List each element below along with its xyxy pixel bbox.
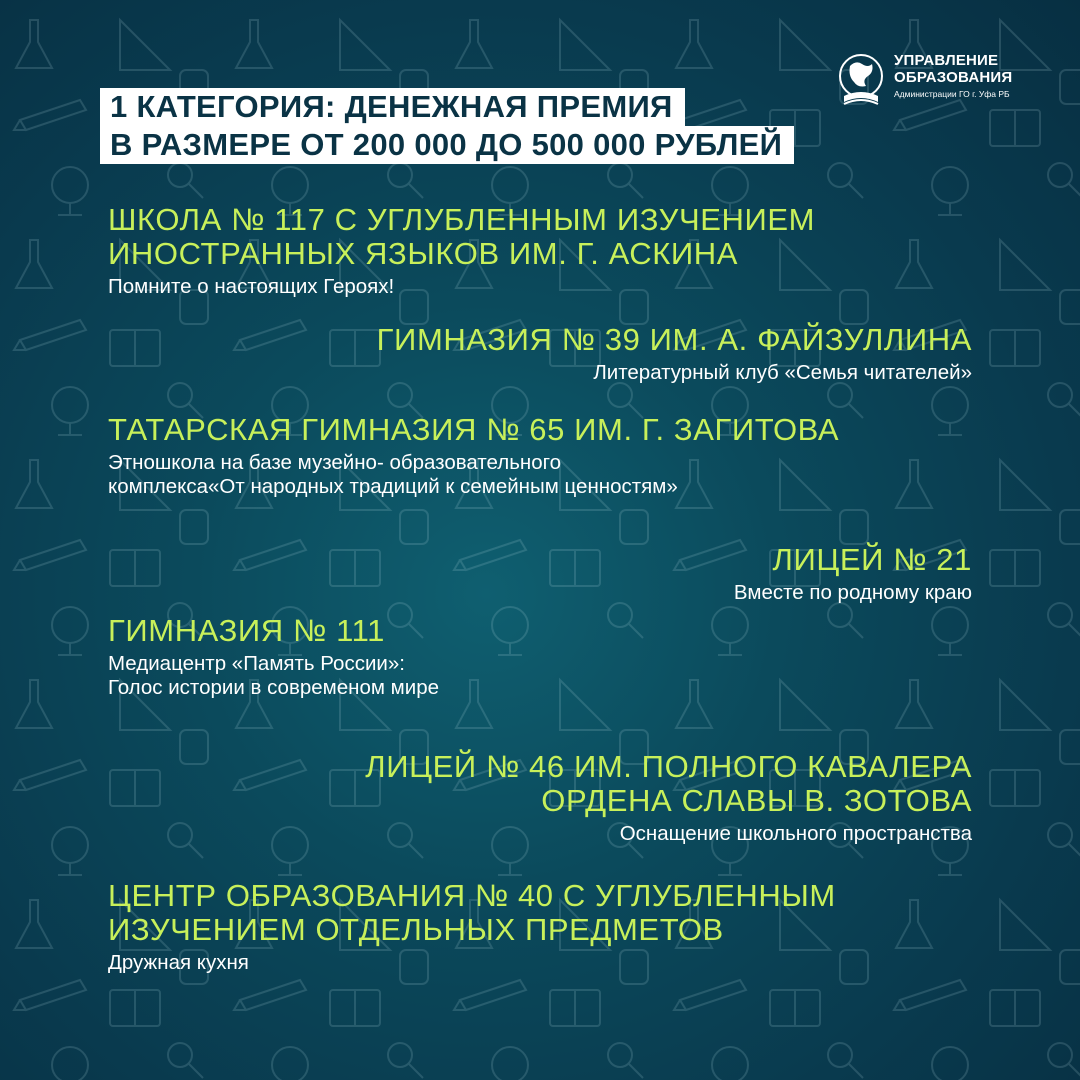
list-item (108, 203, 815, 299)
project-title: Оснащение школьного пространства (619, 822, 972, 845)
education-emblem-icon (836, 52, 886, 112)
list-item (108, 413, 839, 499)
school-name: ЦЕНТР ОБРАЗОВАНИЯ № 40 С УГЛУБЛЕННЫМ ИЗУЧЕНИЕМ ОТДЕЛЬНЫХ ПРЕДМЕТОВ (108, 878, 836, 947)
logo-subtitle: Администрации ГО г. Уфа РБ (894, 89, 1010, 99)
project-title: Вместе по родному краю (733, 581, 972, 604)
school-name: ТАТАРСКАЯ ГИМНАЗИЯ № 65 ИМ. Г. ЗАГИТОВА (108, 412, 840, 447)
list-item (734, 543, 972, 605)
school-name: ШКОЛА № 117 С УГЛУБЛЕННЫМ ИЗУЧЕНИЕМ ИНОСТРАННЫХ ЯЗЫКОВ ИМ. Г. АСКИНА (108, 202, 816, 271)
school-name: ЛИЦЕЙ № 46 ИМ. ПОЛНОГО КАВАЛЕРА ОРДЕНА СЛАВЫ В. ЗОТОВА (365, 749, 972, 818)
project-title: Помните о настоящих Героях! (108, 275, 395, 298)
project-title: Литературный клуб «Семья читателей» (593, 361, 972, 384)
title-line-1: 1 КАТЕГОРИЯ: ДЕНЕЖНАЯ ПРЕМИЯ (100, 88, 685, 126)
logo-title-line2: ОБРАЗОВАНИЯ (894, 69, 1013, 86)
project-title: Дружная кухня (108, 951, 249, 974)
logo-title-line1: УПРАВЛЕНИЕ (894, 52, 999, 69)
list-item (108, 879, 836, 975)
project-title: Этношкола на базе музейно- образовательного комплекса«От народных традиций к семейным ценностям» (108, 451, 678, 498)
project-title: Медиацентр «Память России»: Голос истории в современом мире (108, 652, 439, 699)
organization-logo (836, 52, 1012, 112)
list-item (108, 614, 439, 700)
category-title (100, 88, 794, 164)
school-name: ГИМНАЗИЯ № 111 (108, 613, 386, 648)
list-item (377, 323, 972, 385)
school-name: ЛИЦЕЙ № 21 (772, 542, 972, 577)
school-name: ГИМНАЗИЯ № 39 ИМ. А. ФАЙЗУЛЛИНА (376, 322, 972, 357)
title-line-2: В РАЗМЕРЕ ОТ 200 000 ДО 500 000 РУБЛЕЙ (100, 126, 794, 164)
list-item (365, 750, 972, 846)
